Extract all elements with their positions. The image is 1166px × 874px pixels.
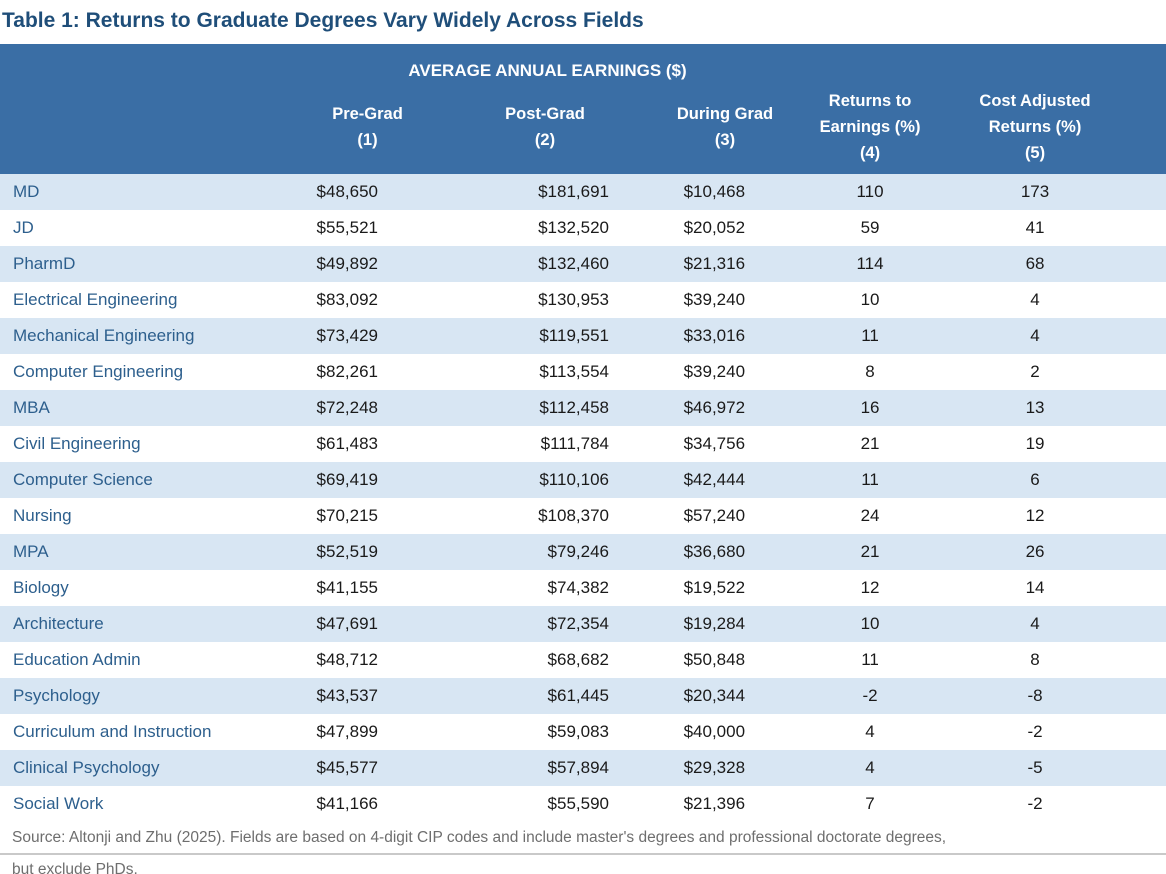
table-row	[0, 210, 1166, 246]
during-grad-cell: $57,240	[683, 506, 746, 525]
table-row	[0, 498, 1166, 534]
cost-adjusted-returns-cell: 6	[1030, 470, 1040, 489]
during-grad-cell: $36,680	[683, 542, 746, 561]
pre-grad-cell: $83,092	[316, 290, 378, 309]
table-row	[0, 570, 1166, 606]
col-header-label: Pre-Grad	[332, 105, 403, 123]
post-grad-cell: $119,551	[539, 326, 609, 345]
cost-adjusted-returns-cell: 68	[1025, 254, 1045, 273]
field-name-cell: Nursing	[13, 506, 72, 525]
pre-grad-cell: $45,577	[316, 758, 378, 777]
post-grad-cell: $68,682	[547, 650, 609, 669]
post-grad-cell: $112,458	[539, 398, 609, 417]
pre-grad-cell: $41,155	[316, 578, 378, 597]
cost-adjusted-returns-cell: 4	[1030, 326, 1040, 345]
cost-adjusted-returns-cell: 19	[1025, 434, 1045, 453]
field-name-cell: Curriculum and Instruction	[13, 722, 212, 741]
col-header-label: Post-Grad	[505, 105, 585, 123]
during-grad-cell: $19,284	[683, 614, 746, 633]
returns-to-earnings-cell: 21	[860, 542, 880, 561]
post-grad-cell: $59,083	[547, 722, 609, 741]
col-header-returns-to-earnings	[800, 88, 940, 174]
field-name-cell: MD	[13, 182, 40, 201]
field-name-cell: Civil Engineering	[13, 434, 141, 453]
returns-to-earnings-cell: 110	[856, 182, 884, 201]
table-row	[0, 786, 1166, 822]
during-grad-cell: $33,016	[683, 326, 746, 345]
source-note-line1: Source: Altonji and Zhu (2025). Fields are based on 4-digit CIP codes and include master's degrees and professional doctorate degrees,	[12, 829, 947, 846]
empty-header-cell	[0, 88, 295, 174]
post-grad-cell: $57,894	[547, 758, 609, 777]
table-row	[0, 678, 1166, 714]
returns-to-earnings-cell: 59	[860, 218, 880, 237]
col-header-during-grad	[650, 88, 800, 174]
col-header-post-grad	[440, 88, 650, 174]
cost-adjusted-returns-cell: -5	[1027, 758, 1043, 777]
cost-adjusted-returns-cell: 173	[1020, 182, 1050, 201]
col-header-pre-grad	[295, 88, 440, 174]
table-row	[0, 606, 1166, 642]
post-grad-cell: $79,246	[547, 542, 609, 561]
pre-grad-cell: $82,261	[316, 362, 378, 381]
cost-adjusted-returns-cell: 41	[1025, 218, 1045, 237]
post-grad-cell: $55,590	[547, 794, 609, 813]
table-row	[0, 750, 1166, 786]
table-row	[0, 426, 1166, 462]
table-header	[0, 44, 1166, 174]
pre-grad-cell: $72,248	[316, 398, 378, 417]
col-header-number: (3)	[714, 131, 736, 149]
field-name-cell: Computer Engineering	[13, 362, 184, 381]
during-grad-cell: $40,000	[683, 722, 746, 741]
during-grad-cell: $20,052	[683, 218, 746, 237]
cost-adjusted-returns-cell: 13	[1025, 398, 1045, 417]
post-grad-cell: $111,784	[540, 434, 609, 453]
table-row	[0, 462, 1166, 498]
during-grad-cell: $29,328	[683, 758, 746, 777]
field-name-cell: PharmD	[13, 254, 76, 273]
field-name-cell: Biology	[13, 578, 69, 597]
cost-adjusted-returns-cell: 2	[1030, 362, 1040, 381]
field-name-cell: Clinical Psychology	[13, 758, 160, 777]
col-header-label: During Grad	[676, 105, 774, 123]
cost-adjusted-returns-cell: 4	[1030, 290, 1040, 309]
returns-to-earnings-cell: 16	[860, 398, 880, 417]
returns-to-earnings-cell: 10	[860, 614, 880, 633]
field-name-cell: Education Admin	[13, 650, 141, 669]
during-grad-cell: $21,396	[683, 794, 746, 813]
cost-adjusted-returns-cell: 8	[1030, 650, 1040, 669]
returns-to-earnings-cell: 21	[860, 434, 880, 453]
pre-grad-cell: $41,166	[316, 794, 378, 813]
cost-adjusted-returns-cell: -2	[1027, 722, 1043, 741]
pre-grad-cell: $73,429	[316, 326, 378, 345]
returns-to-earnings-cell: 114	[856, 254, 884, 273]
col-header-number: (5)	[1024, 144, 1046, 162]
pre-grad-cell: $61,483	[316, 434, 378, 453]
table-row	[0, 282, 1166, 318]
during-grad-cell: $50,848	[683, 650, 746, 669]
pre-grad-cell: $70,215	[316, 506, 378, 525]
col-header-number: (2)	[534, 131, 556, 149]
field-name-cell: Psychology	[13, 686, 100, 705]
source-note-line2: but exclude PhDs.	[12, 861, 138, 874]
post-grad-cell: $132,460	[538, 254, 609, 273]
cost-adjusted-returns-cell: -2	[1027, 794, 1043, 813]
column-header-row	[0, 88, 1166, 174]
cost-adjusted-returns-cell: 4	[1030, 614, 1040, 633]
cost-adjusted-returns-cell: 12	[1025, 506, 1045, 525]
during-grad-cell: $39,240	[683, 290, 746, 309]
pre-grad-cell: $48,650	[316, 182, 378, 201]
group-header-row	[0, 44, 1166, 88]
returns-to-earnings-cell: 8	[865, 362, 875, 381]
table-row	[0, 246, 1166, 282]
table-row	[0, 534, 1166, 570]
during-grad-cell: $42,444	[683, 470, 746, 489]
table-row	[0, 390, 1166, 426]
returns-to-earnings-cell: 24	[860, 506, 880, 525]
pre-grad-cell: $49,892	[316, 254, 378, 273]
field-name-cell: Social Work	[13, 794, 104, 813]
field-name-cell: JD	[13, 218, 34, 237]
returns-table	[0, 44, 1166, 822]
table-row	[0, 714, 1166, 750]
during-grad-cell: $19,522	[683, 578, 746, 597]
returns-to-earnings-cell: 4	[865, 722, 875, 741]
pre-grad-cell: $48,712	[316, 650, 378, 669]
col-header-label: Cost Adjusted Returns (%)	[979, 92, 1091, 136]
during-grad-cell: $10,468	[683, 182, 746, 201]
pre-grad-cell: $43,537	[316, 686, 378, 705]
cost-adjusted-returns-cell: -8	[1027, 686, 1043, 705]
during-grad-cell: $20,344	[683, 686, 746, 705]
table-row	[0, 174, 1166, 210]
table-row	[0, 354, 1166, 390]
field-name-cell: Architecture	[13, 614, 104, 633]
returns-to-earnings-cell: 11	[861, 470, 879, 489]
pre-grad-cell: $55,521	[316, 218, 378, 237]
returns-to-earnings-cell: 4	[865, 758, 875, 777]
cost-adjusted-returns-cell: 26	[1025, 542, 1045, 561]
post-grad-cell: $132,520	[538, 218, 609, 237]
col-header-number: (4)	[859, 144, 881, 162]
field-name-cell: Electrical Engineering	[13, 290, 178, 309]
cost-adjusted-returns-cell: 14	[1025, 578, 1045, 597]
table-title: Table 1: Returns to Graduate Degrees Vary Widely Across Fields	[2, 9, 644, 32]
source-note	[0, 822, 1166, 874]
pre-grad-cell: $69,419	[316, 470, 378, 489]
post-grad-cell: $61,445	[547, 686, 609, 705]
empty-header-cell	[800, 44, 1166, 88]
returns-to-earnings-cell: 7	[865, 794, 875, 813]
returns-to-earnings-cell: 12	[860, 578, 880, 597]
col-header-cost-adjusted-returns	[940, 88, 1166, 174]
col-header-label: Returns to Earnings (%)	[819, 92, 921, 136]
post-grad-cell: $130,953	[538, 290, 609, 309]
field-name-cell: MPA	[13, 542, 49, 561]
table-body	[0, 174, 1166, 822]
post-grad-cell: $108,370	[538, 506, 609, 525]
post-grad-cell: $113,554	[539, 362, 609, 381]
pre-grad-cell: $52,519	[316, 542, 378, 561]
returns-to-earnings-cell: 11	[861, 326, 879, 345]
during-grad-cell: $21,316	[683, 254, 746, 273]
post-grad-cell: $72,354	[547, 614, 609, 633]
during-grad-cell: $39,240	[683, 362, 746, 381]
col-header-number: (1)	[357, 131, 378, 149]
post-grad-cell: $74,382	[547, 578, 609, 597]
group-header: AVERAGE ANNUAL EARNINGS ($)	[295, 44, 800, 88]
during-grad-cell: $46,972	[683, 398, 746, 417]
post-grad-cell: $181,691	[538, 182, 609, 201]
field-name-cell: MBA	[13, 398, 50, 417]
empty-header-cell	[0, 44, 295, 88]
returns-to-earnings-cell: -2	[862, 686, 878, 705]
table-row	[0, 318, 1166, 354]
returns-to-earnings-cell: 10	[860, 290, 880, 309]
during-grad-cell: $34,756	[683, 434, 746, 453]
post-grad-cell: $110,106	[539, 470, 609, 489]
pre-grad-cell: $47,691	[316, 614, 378, 633]
table-row	[0, 642, 1166, 678]
pre-grad-cell: $47,899	[316, 722, 378, 741]
returns-to-earnings-cell: 11	[861, 650, 879, 669]
field-name-cell: Mechanical Engineering	[13, 326, 195, 345]
field-name-cell: Computer Science	[13, 470, 153, 489]
